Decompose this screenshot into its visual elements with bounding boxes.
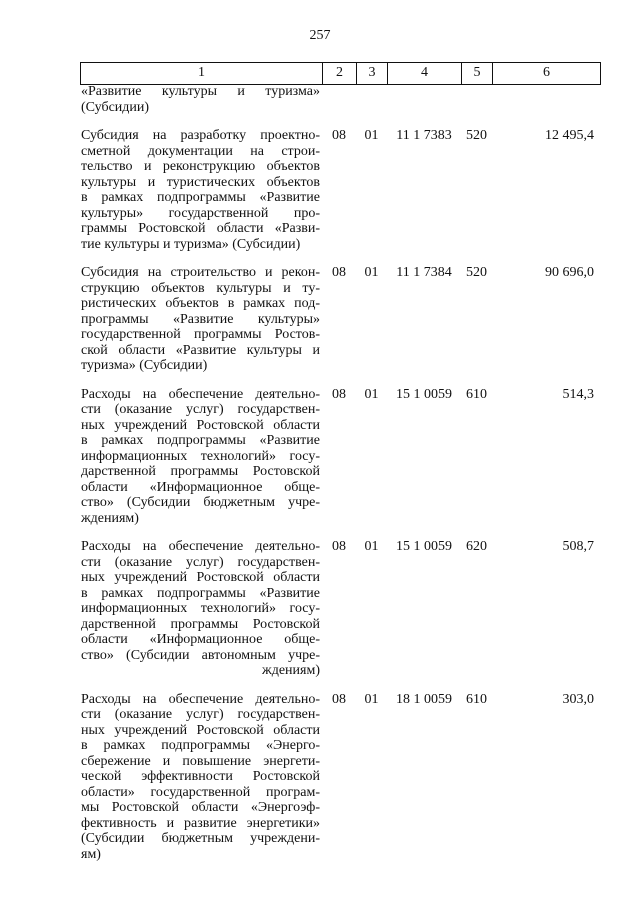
target-article-code: 18 1 0059 [396,691,452,707]
description-line: Расходы на обеспечение деятельно- [81,691,320,707]
table-row [80,128,600,252]
subsection-code: 01 [364,386,379,402]
amount [492,84,600,115]
section-code: 08 [332,386,346,402]
description-line: Субсидия на строительство и рекон- [81,265,320,280]
description-line: культуры» государственной про- [81,205,320,221]
row-description [80,84,322,115]
row-description [80,539,322,679]
description-line: туризма» (Субсидии) [81,358,208,373]
section-code: 08 [332,128,346,143]
description-line: тельство и реконструкцию объектов [81,159,320,174]
expense-type-code: 610 [466,386,487,402]
amount: 12 495,4 [545,128,594,143]
description-line: информационных технологий» госу- [81,448,320,464]
table-row [80,539,600,679]
subsection-code: 01 [364,691,379,707]
column-header-6: 6 [493,63,601,85]
subsection-code [356,84,387,115]
description-line: в рамках подпрограммы «Развитие [81,190,320,205]
row-description [80,387,322,527]
amount: 514,3 [562,386,594,402]
column-header-5: 5 [462,63,493,85]
description-line: области «Информационное обще- [81,479,320,495]
description-line: культуры и туристических объектов [81,174,320,190]
row-description [80,265,322,374]
column-header-table [80,62,601,85]
description-line: мы Ростовской области «Энергоэф- [81,800,320,815]
amount: 508,7 [562,539,594,554]
target-article-code [387,84,461,115]
description-line: государственной программы Ростов- [81,327,320,342]
target-article-code: 15 1 0059 [396,539,452,554]
description-line: граммы Ростовской области «Разви- [81,221,320,236]
description-line: ных учреждений Ростовской области [81,722,320,738]
description-line: в рамках подпрограммы «Развитие [81,585,320,601]
target-article-code: 11 1 7384 [396,265,452,280]
description-line: тие культуры и туризма» (Субсидии) [81,236,301,252]
description-line: струкцию объектов культуры и ту- [81,280,320,296]
description-line: ческой эффективности Ростовской [81,769,320,784]
expense-type-code: 520 [466,265,487,280]
expense-type-code [461,84,492,115]
description-line: в рамках подпрограммы «Энерго- [81,738,320,753]
description-line: (Субсидии) [81,99,150,115]
amount: 303,0 [562,691,594,707]
description-line: области «Информационное обще- [81,632,320,647]
expense-type-code: 610 [466,691,487,707]
table-row [80,387,600,527]
column-header-row [81,63,601,85]
expense-type-code: 520 [466,128,487,143]
budget-table-body [80,84,600,862]
row-description [80,692,322,863]
column-header-3: 3 [357,63,388,85]
expense-type-code: 620 [466,539,487,554]
description-line: дарственной программы Ростовской [81,616,320,632]
description-line: Субсидия на разработку проектно- [81,128,320,143]
page-number: 257 [309,28,331,43]
description-line: ской области «Развитие культуры и [81,342,320,358]
table-row [80,265,600,374]
description-line: в рамках подпрограммы «Развитие [81,433,320,448]
description-line: «Развитие культуры и туризма» [81,84,320,99]
description-line: сти (оказание услуг) государствен- [81,554,320,570]
description-line: ристических объектов в рамках под- [81,296,320,311]
column-header-1: 1 [81,63,323,85]
description-line: сти (оказание услуг) государствен- [81,707,320,722]
description-line: ждениям) [262,663,320,678]
table-row [80,692,600,863]
description-line: Расходы на обеспечение деятельно- [81,539,320,554]
subsection-code: 01 [364,539,379,554]
description-line: программы «Развитие культуры» [81,311,320,327]
description-line: ство» (Субсидии бюджетным учре- [81,495,320,510]
section-code [322,84,356,115]
description-line: информационных технологий» госу- [81,601,320,616]
description-line: дарственной программы Ростовской [81,464,320,479]
subsection-code: 01 [364,265,379,280]
description-line: (Субсидии бюджетным учреждени- [81,831,320,846]
description-line: сти (оказание услуг) государствен- [81,402,320,417]
description-line: ям) [81,846,101,862]
table-row [80,84,600,115]
column-header-4: 4 [388,63,462,85]
section-code: 08 [332,691,346,707]
amount: 90 696,0 [545,265,594,280]
description-line: Расходы на обеспечение деятельно- [81,386,320,402]
target-article-code: 11 1 7383 [396,128,452,143]
description-line: сметной документации на строи- [81,143,320,159]
description-line: ство» (Субсидии автономным учре- [81,647,320,663]
description-line: сбережение и повышение энергети- [81,753,320,769]
description-line: ждениям) [81,510,139,526]
row-description [80,128,322,252]
section-code: 08 [332,265,346,280]
description-line: области» государственной програм- [81,784,320,800]
description-line: ных учреждений Ростовской области [81,417,320,433]
subsection-code: 01 [364,128,379,143]
description-line: фективность и развитие энергетики» [81,815,320,831]
description-line: ных учреждений Ростовской области [81,570,320,585]
target-article-code: 15 1 0059 [396,386,452,402]
column-header-2: 2 [323,63,357,85]
section-code: 08 [332,539,346,554]
